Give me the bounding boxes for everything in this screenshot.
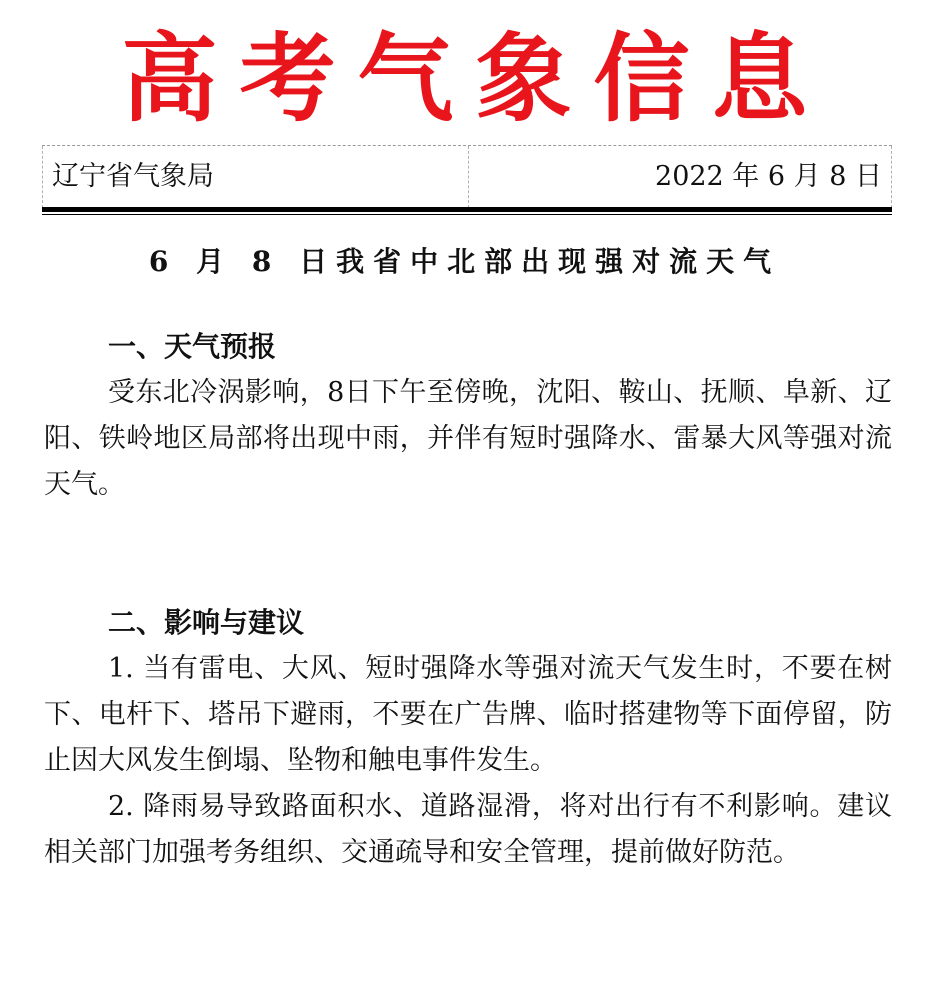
info-bar-divider <box>468 146 469 208</box>
paragraph: 受东北冷涡影响，8日下午至傍晚，沈阳、鞍山、抚顺、阜新、辽阳、铁岭地区局部将出现中雨，并伴有短时强降水、雷暴大风等强对流天气。 <box>44 377 892 500</box>
section-impact-advice <box>44 600 892 876</box>
masthead-title: 高考气象信息 <box>121 22 830 135</box>
info-bar-right-edge <box>891 146 892 208</box>
header-thick-rule <box>42 207 892 212</box>
article-headline: 6 月 8 日我省中北部出现强对流天气 <box>148 245 781 278</box>
issuer-name: 辽宁省气象局 <box>52 161 214 192</box>
issue-date: 2022 年 6 月 8 日 <box>655 161 882 192</box>
masthead <box>0 18 929 140</box>
info-bar <box>42 145 892 207</box>
paragraph: 1. 当有雷电、大风、短时强降水等强对流天气发生时，不要在树下、电杆下、塔吊下避雨，不要在广告牌、临时搭建物等下面停留，防止因大风发生倒塌、坠物和触电事件发生。 <box>44 653 892 776</box>
section-weather-forecast <box>44 324 892 508</box>
paragraph: 2. 降雨易导致路面积水、道路湿滑，将对出行有不利影响。建议相关部门加强考务组织、交通疏导和安全管理，提前做好防范。 <box>44 791 892 868</box>
header-thin-rule <box>42 214 892 215</box>
section-heading: 一、天气预报 <box>108 330 277 363</box>
info-bar-left-edge <box>42 146 43 208</box>
article-body <box>44 324 892 876</box>
section-spacer <box>44 508 892 600</box>
section-heading: 二、影响与建议 <box>108 606 305 639</box>
